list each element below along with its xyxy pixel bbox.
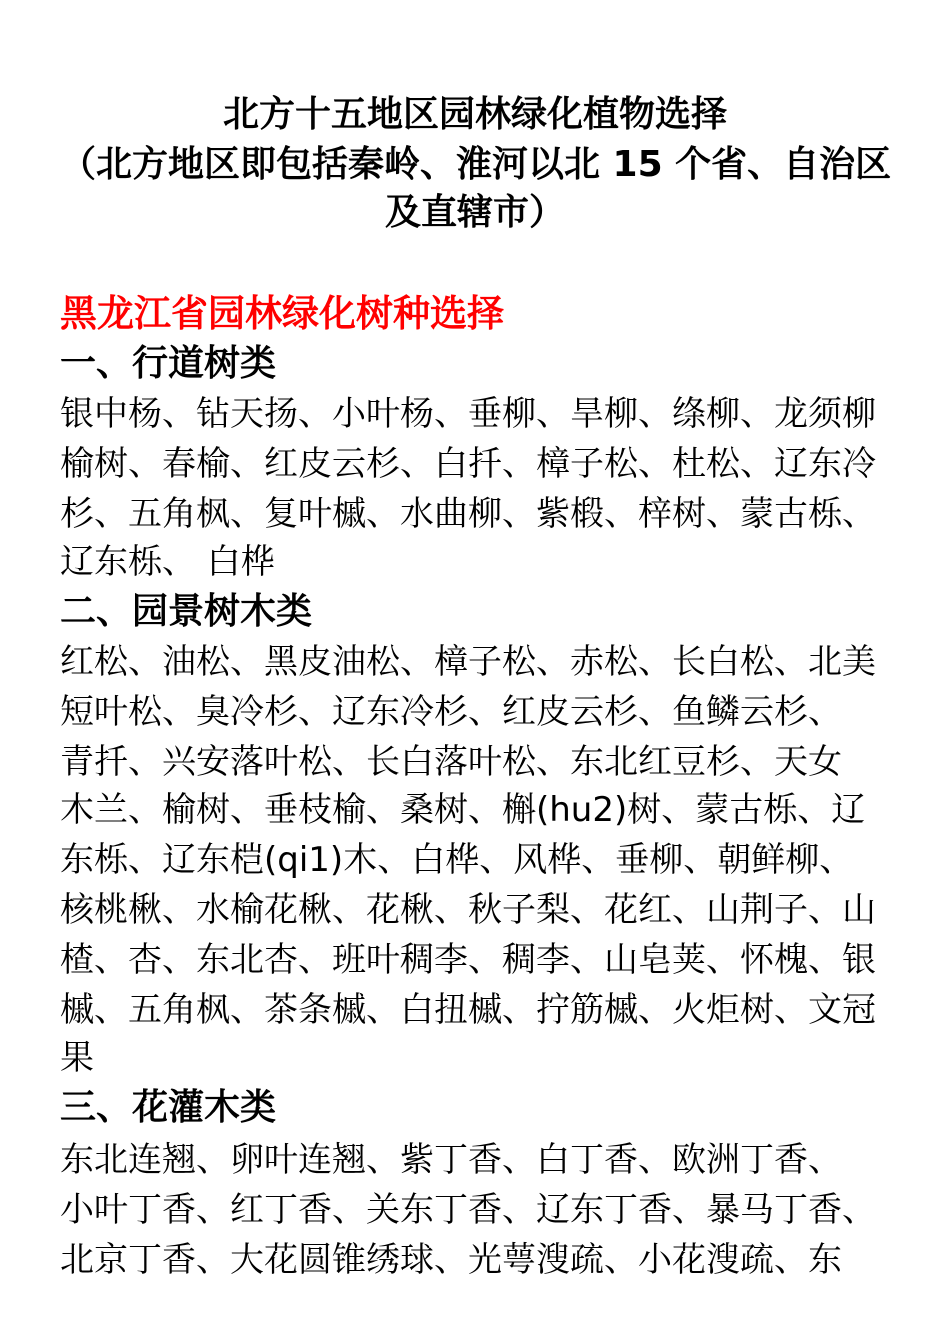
paragraph-line: 杉、五角枫、复叶槭、水曲柳、紫椴、梓树、蒙古栎、: [60, 494, 876, 534]
paragraph-line: 东北连翘、卵叶连翘、紫丁香、白丁香、欧洲丁香、: [60, 1140, 842, 1180]
document-title-line-3: 及直辖市）: [384, 192, 565, 233]
category-heading-flowering-shrubs: 三、花灌木类: [60, 1087, 277, 1128]
paragraph-line: 红松、油松、黑皮油松、樟子松、赤松、长白松、北美: [60, 642, 876, 682]
paragraph-line: 木兰、榆树、垂枝榆、桑树、槲(hu2)树、蒙古栎、辽: [60, 790, 866, 830]
section-heading: 黑龙江省园林绿化树种选择: [60, 292, 504, 335]
paragraph-line: 核桃楸、水榆花楸、花楸、秋子梨、花红、山荆子、山: [60, 890, 876, 930]
paragraph-line: 槭、五角枫、茶条槭、白扭槭、拧筋槭、火炬树、文冠: [60, 990, 876, 1030]
document-title-line-1: 北方十五地区园林绿化植物选择: [222, 94, 727, 135]
paragraph-line: 短叶松、臭冷杉、辽东冷杉、红皮云杉、鱼鳞云杉、: [60, 692, 842, 732]
paragraph-line: 果: [60, 1038, 94, 1078]
category-heading-street-trees: 一、行道树类: [60, 343, 277, 384]
paragraph-line: 东栎、辽东桤(qi1)木、白桦、风桦、垂柳、朝鲜柳、: [60, 840, 854, 880]
paragraph-line: 银中杨、钻天扬、小叶杨、垂柳、旱柳、绦柳、龙须柳: [60, 394, 876, 434]
paragraph-line: 小叶丁香、红丁香、关东丁香、辽东丁香、暴马丁香、: [60, 1190, 876, 1230]
paragraph-line: 北京丁香、大花圆锥绣球、光萼溲疏、小花溲疏、东: [60, 1240, 842, 1280]
paragraph-line: 青扦、兴安落叶松、长白落叶松、东北红豆杉、天女: [60, 742, 842, 782]
document-title-line-2: （北方地区即包括秦岭、淮河以北 15 个省、自治区: [60, 144, 892, 185]
paragraph-line: 楂、杏、东北杏、班叶稠李、稠李、山皂荚、怀槐、银: [60, 940, 876, 980]
paragraph-line: 辽东栎、 白桦: [60, 542, 275, 582]
category-heading-landscape-trees: 二、园景树木类: [60, 591, 313, 632]
paragraph-line: 榆树、春榆、红皮云杉、白扦、樟子松、杜松、辽东冷: [60, 444, 876, 484]
